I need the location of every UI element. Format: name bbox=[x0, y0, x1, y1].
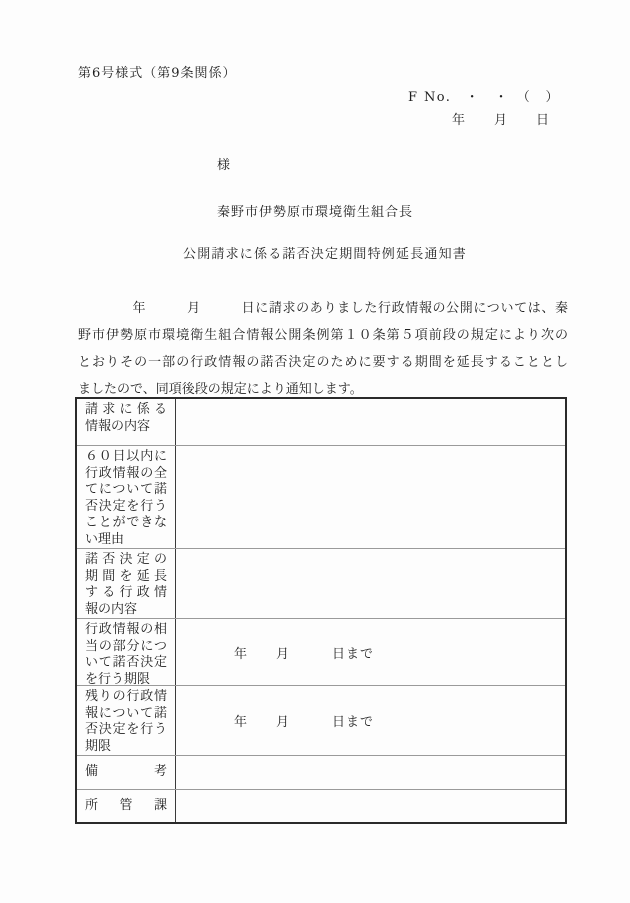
table-row-managing-division bbox=[77, 789, 565, 822]
row-label-reason-cannot-decide bbox=[77, 446, 176, 548]
row-label-text: 諾否決定の 期間を延長 する行政情 報の内容 bbox=[85, 552, 167, 617]
document-title: 公開請求に係る諾否決定期間特例延長通知書 bbox=[183, 247, 468, 262]
body-paragraph: 年 月 日に請求のありました行政情報の公開については、秦 野市伊勢原市環境衛生組合情報公開条例第１０条第５項前段の規定により次の とおりその一部の行政情報の諾否決定のために要する期間を延長することとし ましたので、同項後段の規定により通知します。 bbox=[78, 301, 568, 397]
table-row-remaining-decision-deadline bbox=[77, 685, 565, 755]
row-label-text: 行政情報の相当の部分について諾否決定を行う期限 bbox=[85, 622, 167, 687]
row-value-managing-division bbox=[176, 790, 565, 822]
table-row-reason-cannot-decide bbox=[77, 445, 565, 548]
table-row-extended-info-content bbox=[77, 548, 565, 618]
row-label-text: 所管課 bbox=[85, 798, 167, 813]
row-value-partial-decision-deadline: 年 月 日まで bbox=[234, 646, 375, 662]
table-row-partial-decision-deadline bbox=[77, 618, 565, 685]
row-label-remarks bbox=[77, 756, 176, 789]
row-value-reason-cannot-decide bbox=[176, 446, 565, 548]
form-number: 第6号様式（第9条関係） bbox=[78, 66, 237, 81]
row-label-request-content bbox=[77, 399, 176, 445]
table-row-request-content bbox=[77, 399, 565, 445]
row-label-text: ６０日以内に行政情報の全てについて諾否決定を行うことができない理由 bbox=[85, 449, 167, 547]
row-label-extended-info-content bbox=[77, 549, 176, 618]
row-value-extended-info-content bbox=[176, 549, 565, 618]
row-label-remaining-decision-deadline bbox=[77, 686, 176, 755]
row-value-request-content bbox=[176, 399, 565, 445]
row-label-text: 残りの行政情報について諾否決定を行う期限 bbox=[85, 689, 167, 754]
row-label-partial-decision-deadline bbox=[77, 619, 176, 685]
file-number-line: F No. ・ ・ （ ） bbox=[408, 90, 560, 105]
row-label-text: 請求に係る 情報の内容 bbox=[85, 402, 167, 434]
row-label-text: 備考 bbox=[85, 764, 167, 779]
table-row-remarks bbox=[77, 755, 565, 789]
form-table bbox=[75, 397, 567, 824]
row-value-remaining-decision-deadline: 年 月 日まで bbox=[234, 715, 375, 730]
recipient-honorific: 様 bbox=[217, 158, 232, 173]
row-label-managing-division bbox=[77, 790, 176, 822]
date-line: 年 月 日 bbox=[452, 113, 551, 128]
sender-name: 秦野市伊勢原市環境衛生組合長 bbox=[217, 205, 414, 220]
row-value-remarks bbox=[176, 756, 565, 789]
